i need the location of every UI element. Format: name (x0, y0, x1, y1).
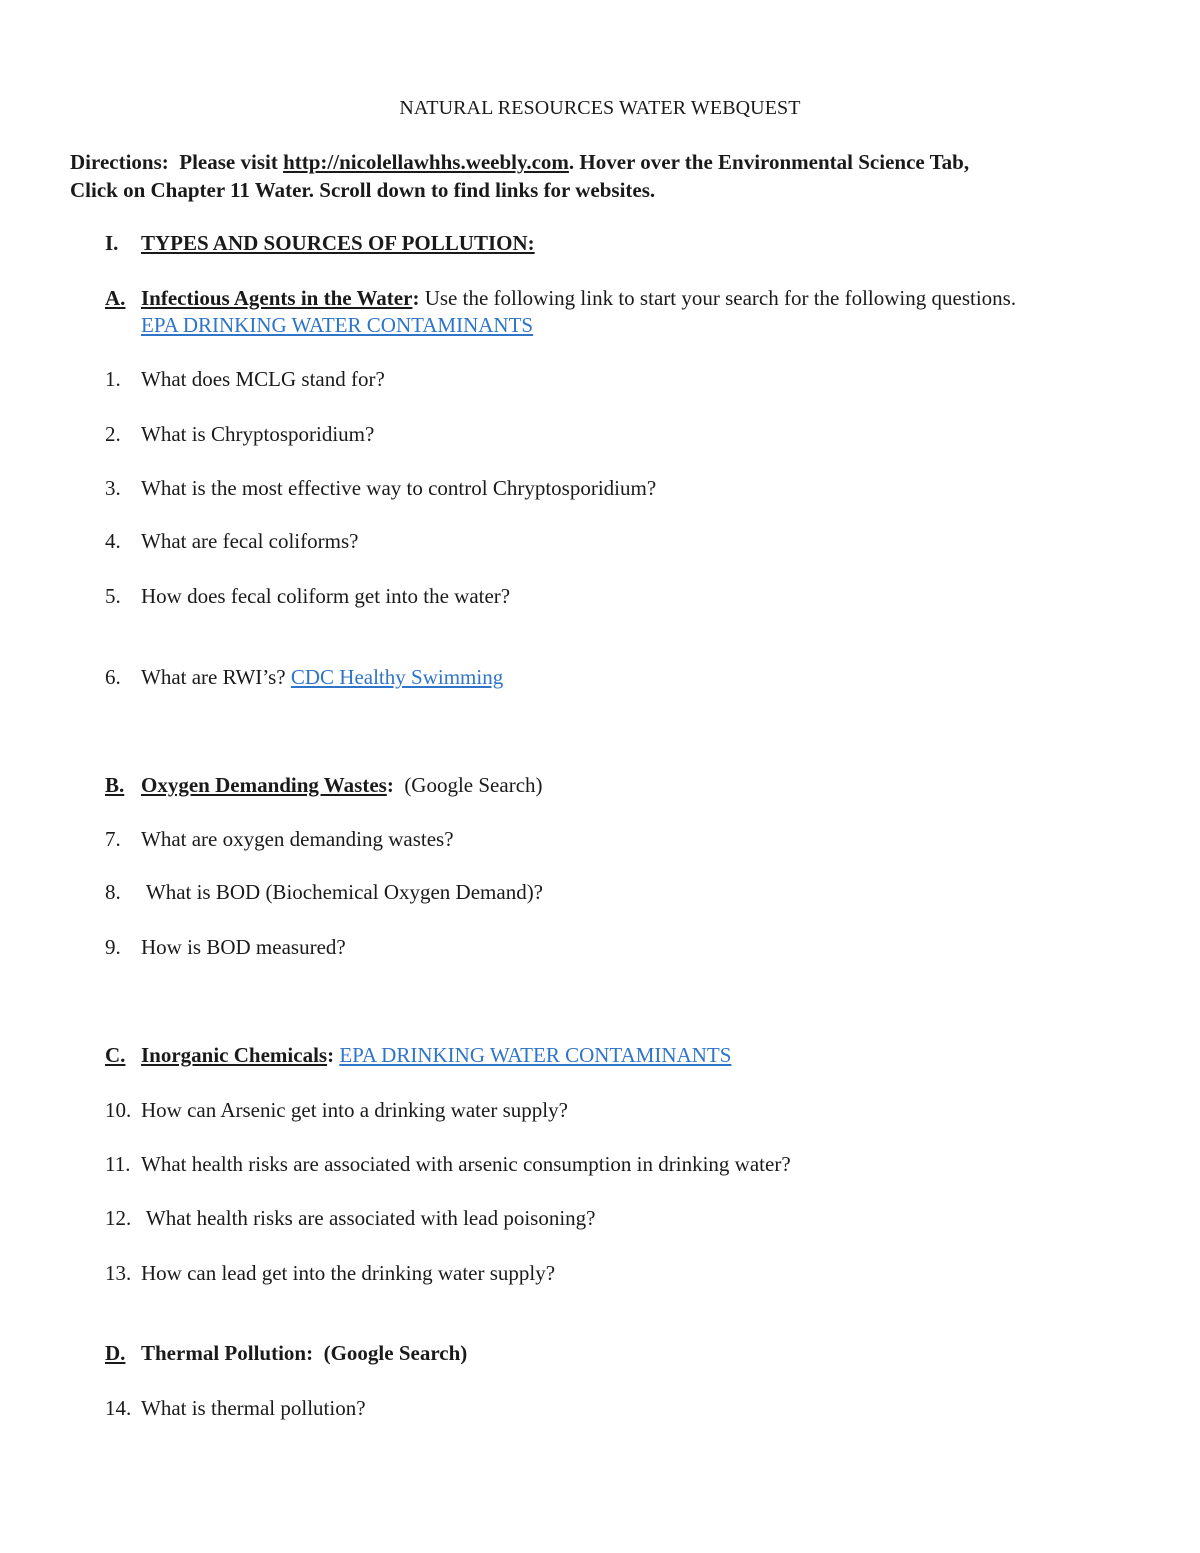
page-title: NATURAL RESOURCES WATER WEBQUEST (399, 97, 801, 119)
section-d-heading (105, 1343, 467, 1364)
section-d-title: Thermal Pollution: (Google Search) (141, 1341, 468, 1365)
site-link[interactable]: http://nicolellawhhs.weebly.com (283, 150, 569, 174)
directions-line-1 (70, 152, 969, 173)
section-c-letter: C. (105, 1043, 126, 1067)
epa-contaminants-link[interactable]: EPA DRINKING WATER CONTAMINANTS (141, 313, 534, 337)
question-9: 9. How is BOD measured? (105, 935, 346, 959)
section-b-note: (Google Search) (393, 773, 543, 797)
section-b-heading: B. Oxygen Demanding Wastes: (Google Search) (105, 773, 543, 797)
cdc-healthy-swimming-link[interactable]: CDC Healthy Swimming (290, 665, 504, 689)
section-b-letter: B. (105, 773, 125, 797)
question-8: 8. What is BOD (Biochemical Oxygen Demand)? (105, 880, 544, 904)
question-13: 13. How can lead get into the drinking water supply? (105, 1261, 556, 1285)
section-a-title: Infectious Agents in the Water (141, 286, 413, 310)
directions-text: Please visit (179, 150, 284, 174)
question-11: 11. What health risks are associated with arsenic consumption in drinking water? (105, 1152, 791, 1176)
section-a-instructions: Use the following link to start your search for the following questions. (419, 286, 1017, 310)
section-b-title: Oxygen Demanding Wastes (141, 773, 387, 797)
question-4: 4. What are fecal coliforms? (105, 529, 359, 553)
section-d-letter: D. (105, 1341, 126, 1365)
question-5: 5. How does fecal coliform get into the water? (105, 584, 511, 608)
epa-contaminants-link-2[interactable]: EPA DRINKING WATER CONTAMINANTS (339, 1043, 732, 1067)
section-i-title: TYPES AND SOURCES OF POLLUTION: (141, 231, 535, 255)
question-12: 12. What health risks are associated with lead poisoning? (105, 1206, 596, 1230)
section-a-letter: A. (105, 286, 126, 310)
question-6: 6. What are RWI’s? CDC Healthy Swimming (105, 665, 504, 689)
section-c-heading: C. Inorganic Chemicals: EPA DRINKING WATER CONTAMINANTS (105, 1043, 732, 1067)
question-3: 3. What is the most effective way to control Chryptosporidium? (105, 476, 657, 500)
directions-label: Directions: (70, 150, 169, 174)
question-10: 10. How can Arsenic get into a drinking water supply? (105, 1098, 568, 1122)
question-14: 14. What is thermal pollution? (105, 1396, 366, 1420)
section-a-link-line (141, 315, 533, 336)
section-i-numeral: I. (105, 231, 119, 255)
section-c-title: Inorganic Chemicals (141, 1043, 328, 1067)
section-i-heading (105, 233, 535, 254)
question-1: 1. What does MCLG stand for? (105, 367, 385, 391)
question-7: 7. What are oxygen demanding wastes? (105, 827, 454, 851)
question-2: 2. What is Chryptosporidium? (105, 422, 375, 446)
section-a-heading: A. Infectious Agents in the Water: Use the following link to start your search for the following questions. (105, 286, 1017, 310)
directions-text-after: . Hover over the Environmental Science Tab, (568, 150, 970, 174)
directions-line-2: Click on Chapter 11 Water. Scroll down to find links for websites. (70, 178, 656, 202)
